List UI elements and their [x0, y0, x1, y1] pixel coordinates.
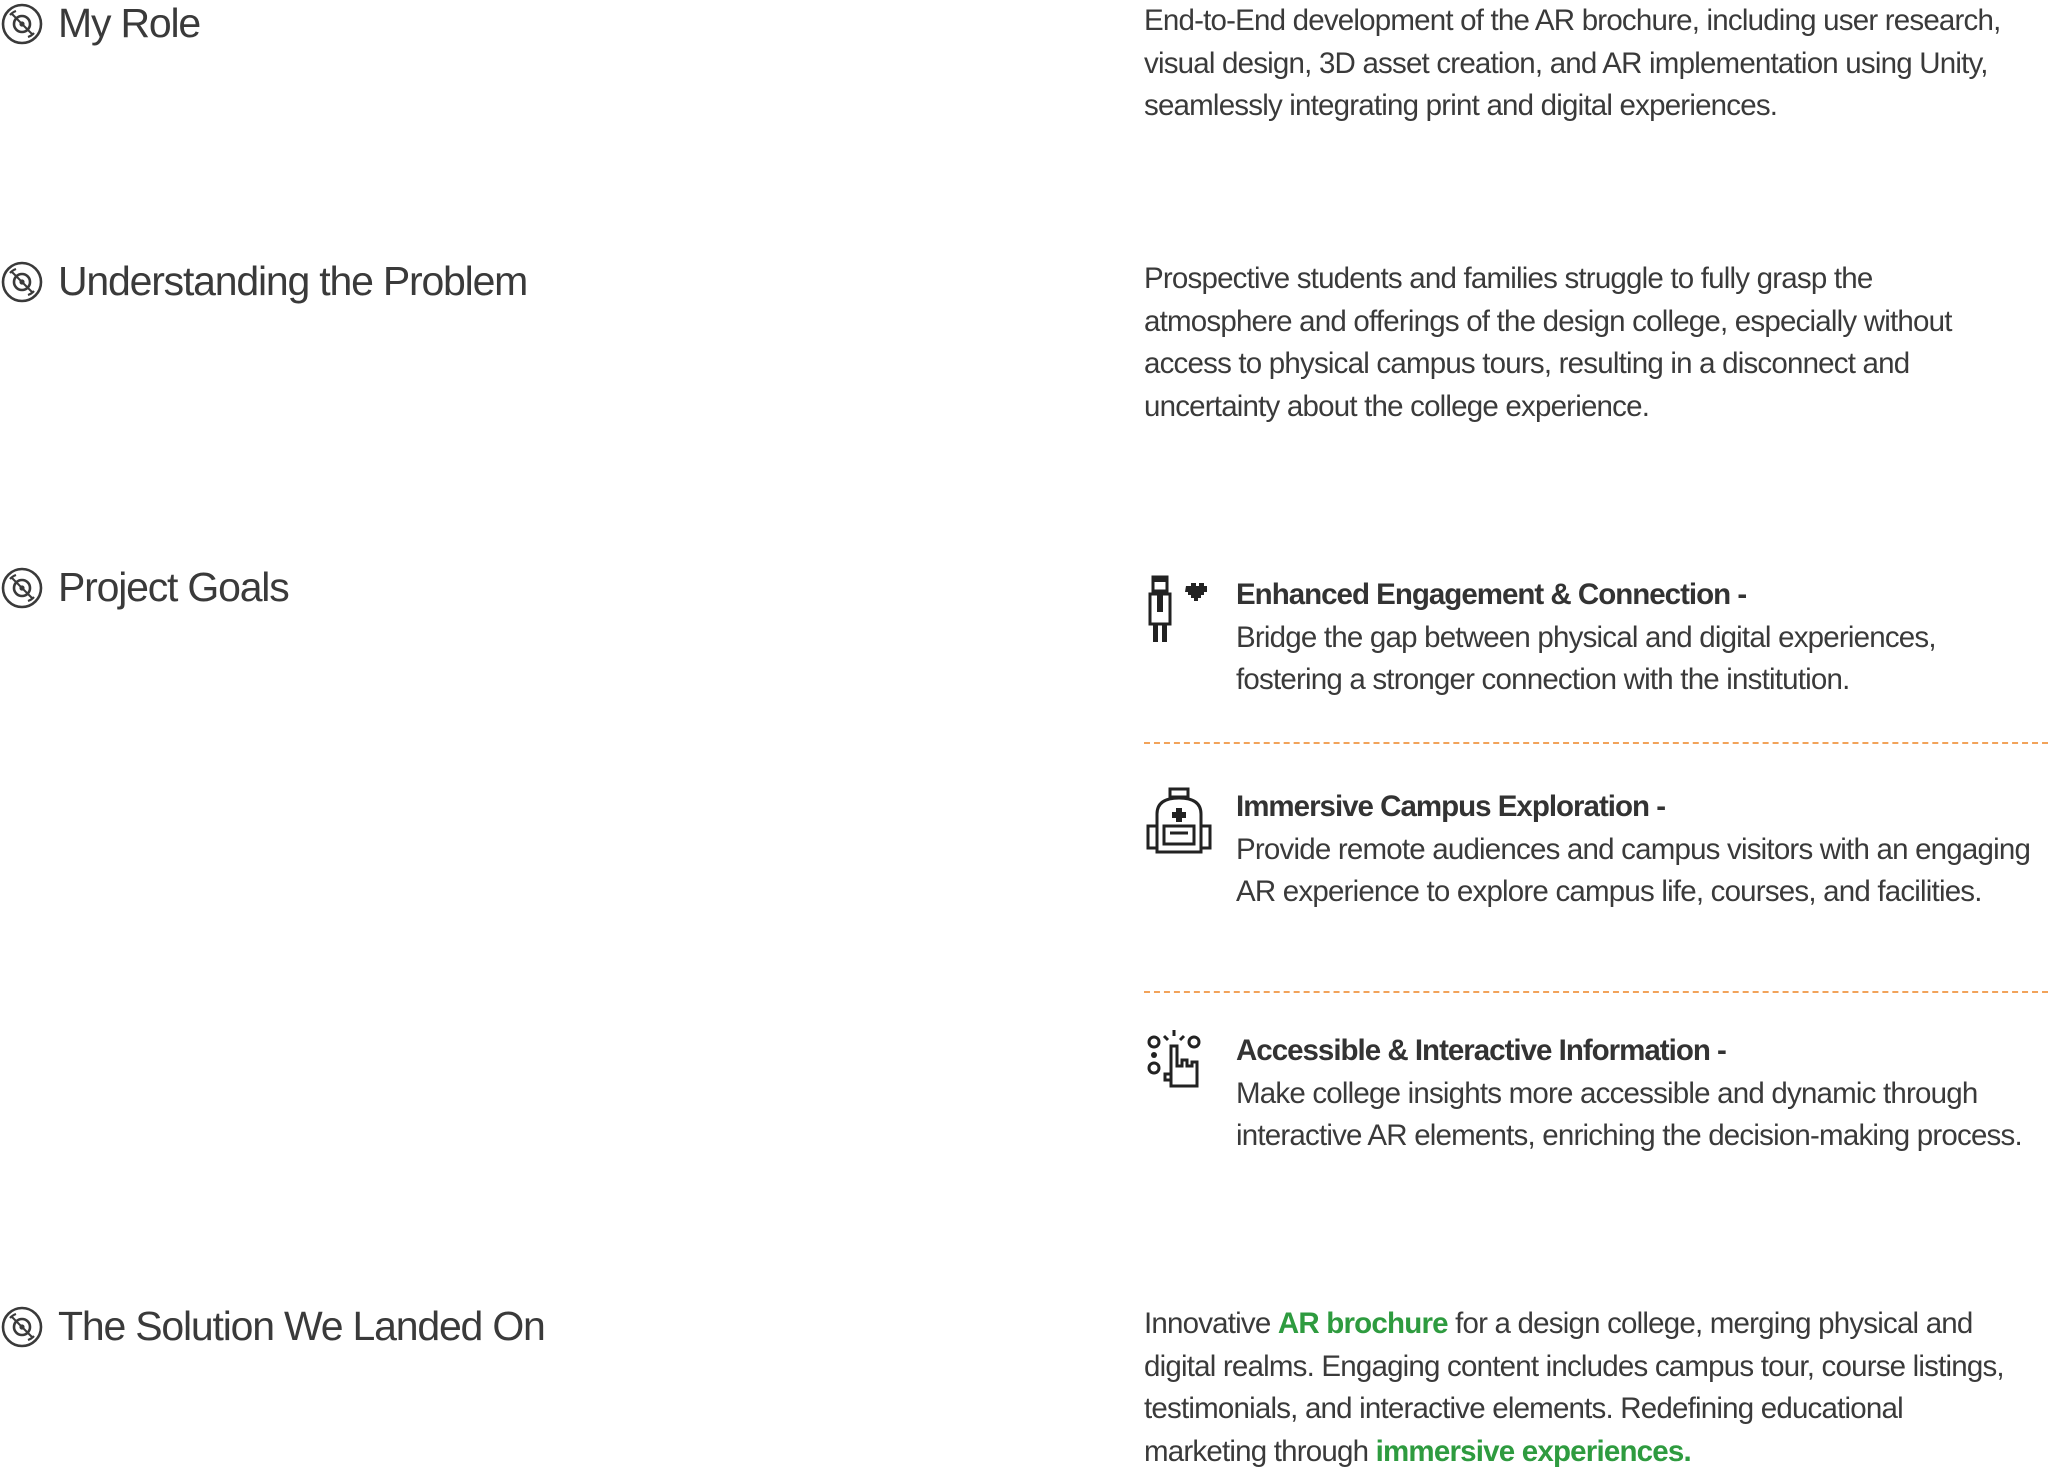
disc-icon [0, 1305, 44, 1349]
highlight-immersive-experiences: immersive experiences. [1375, 1434, 1691, 1468]
disc-icon [0, 260, 44, 304]
goal-title: Enhanced Engagement & Connection - [1236, 578, 1747, 611]
goal-description: Make college insights more accessible and dynamic through interactive AR elements, enriching the decision-making process. [1236, 1076, 2022, 1152]
disc-icon [0, 566, 44, 610]
heading-label: Project Goals [58, 564, 289, 610]
problem-text: Prospective students and families struggle to fully grasp the atmosphere and offerings of the design college, especially without access to physical campus tours, resulting in a disconnect and uncertainty about the college experience. [1144, 262, 1952, 423]
dashed-divider [1144, 742, 2048, 744]
section-heading-project-goals [0, 564, 289, 611]
solution-text [1144, 1303, 2024, 1473]
goal-title: Immersive Campus Exploration - [1236, 790, 1666, 823]
solution-text-part: Innovative [1144, 1307, 1278, 1340]
highlight-ar-brochure: AR brochure [1277, 1307, 1448, 1340]
goal-description: Provide remote audiences and campus visitors with an engaging AR experience to explore campus life, courses, and facilities. [1236, 832, 2031, 908]
my-role-text: End-to-End development of the AR brochure, including user research, visual design, 3D asset creation, and AR implementation using Unity, seamlessly integrating print and digital experiences. [1144, 4, 2001, 122]
section-heading-problem [0, 258, 527, 305]
goal-description: Bridge the gap between physical and digital experiences, fostering a stronger connection with the institution. [1236, 620, 1936, 696]
solution-text-part: for a design college, merging physical and digital realms. Engaging content includes campus tour, course listings, testimonials, and interactive elements. Redefining educational marketing through [1144, 1307, 2004, 1468]
section-heading-solution [0, 1303, 545, 1350]
heading-label: Understanding the Problem [58, 258, 528, 304]
backpack-icon [1144, 786, 1214, 858]
goal-title: Accessible & Interactive Information - [1236, 1034, 1726, 1067]
section-heading-my-role [0, 0, 200, 47]
tap-hand-icon [1144, 1030, 1210, 1096]
disc-icon [0, 2, 44, 46]
student-heart-icon [1144, 574, 1210, 650]
heading-label: My Role [58, 0, 200, 46]
heading-label: The Solution We Landed On [58, 1303, 545, 1349]
dashed-divider [1144, 991, 2048, 993]
